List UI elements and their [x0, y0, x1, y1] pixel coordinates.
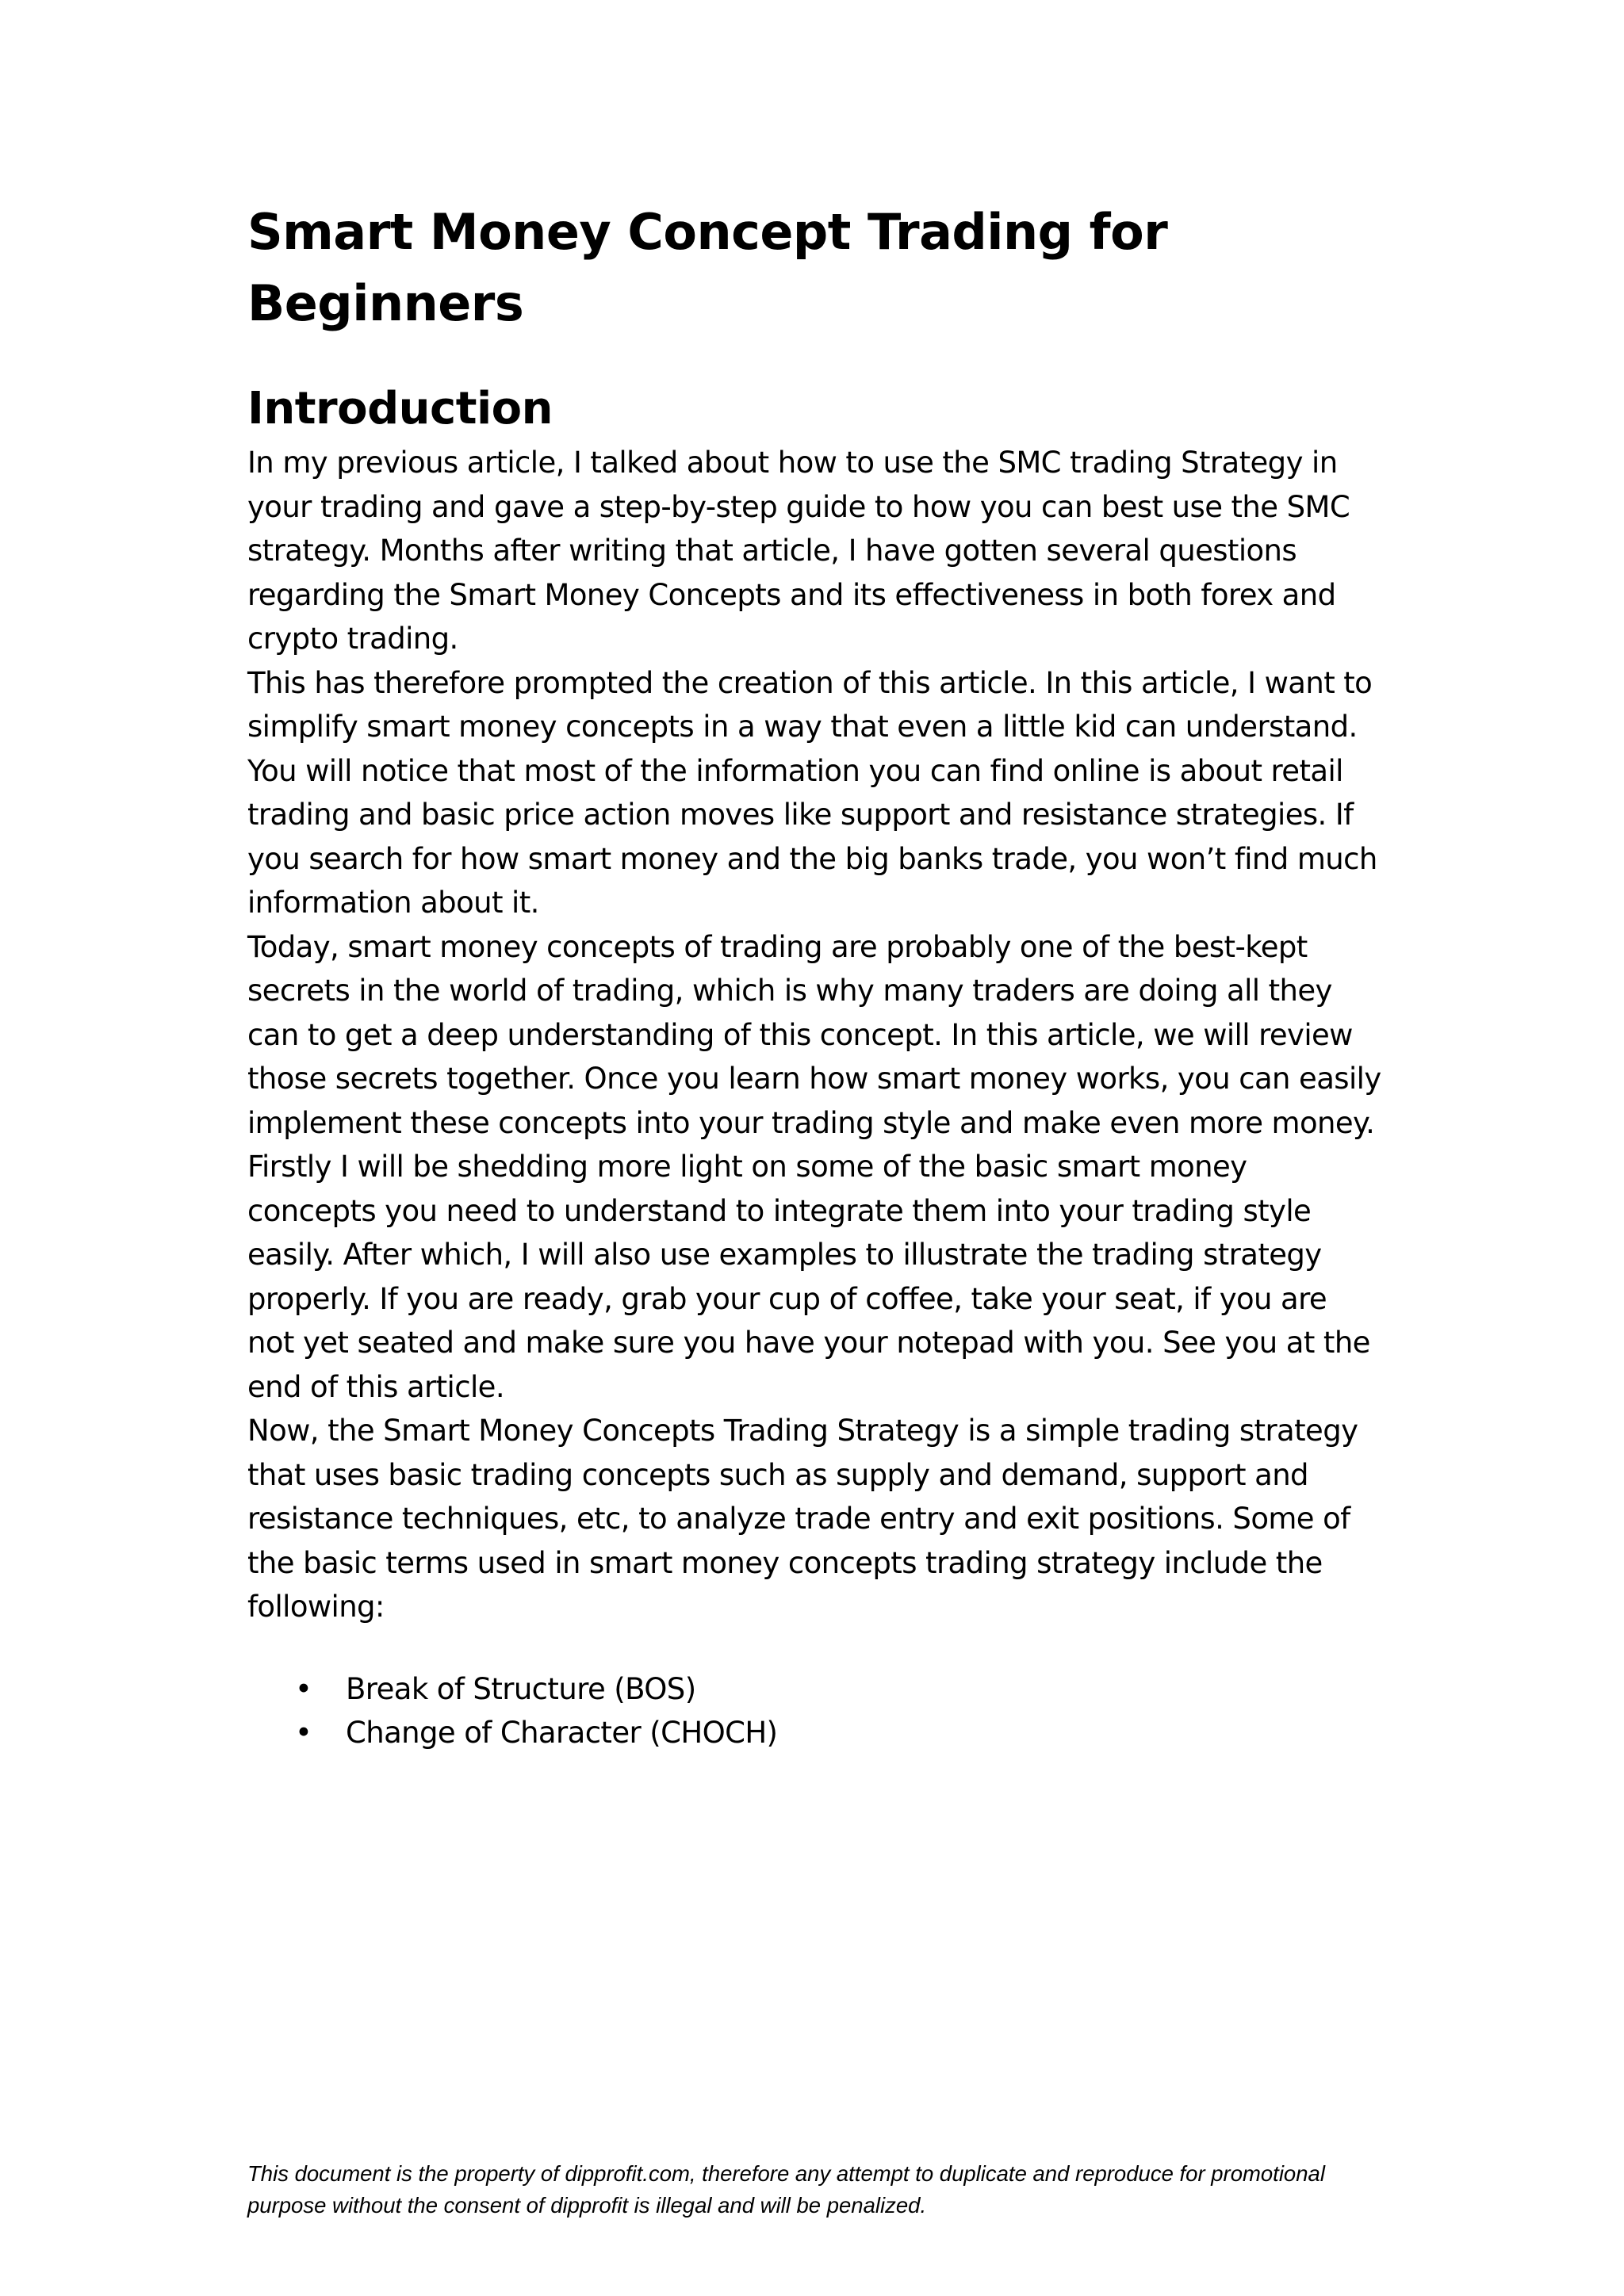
- paragraph-4: Firstly I will be shedding more light on some of the basic smart money concepts you need to understand to integrate them into your trading style easily. After which, I will also use examples to illustrate the trading strategy properly. If you are ready, grab your cup of coffee, take your seat, if you are not yet seated and make sure you have your notepad with you. See you at the end of this article.: [247, 1150, 1370, 1404]
- document-title: Smart Money Concept Trading for Beginners: [247, 203, 1168, 332]
- paragraph-2: This has therefore prompted the creation of this article. In this article, I want to simplify smart money concepts in a way that even a little kid can understand. You will notice that most of the information you can find online is about retail trading and basic price action moves like support and resistance strategies. If you search for how smart money and the big banks trade, you won’t find much information about it.: [247, 665, 1377, 920]
- section-heading-introduction: Introduction: [247, 383, 553, 434]
- list-item-label: Change of Character (CHOCH): [346, 1716, 778, 1750]
- document-body: [247, 197, 1389, 1755]
- terms-list: [247, 1667, 1389, 1755]
- paragraph-3: Today, smart money concepts of trading are probably one of the best-kept secrets in the world of trading, which is why many traders are doing all they can to get a deep understanding of this concept. In this article, we will review those secrets together. Once you learn how smart money works, you can easily implement these concepts into your trading style and make even more money.: [247, 929, 1381, 1140]
- bullet-icon: •: [295, 1716, 312, 1750]
- list-item: [247, 1711, 1389, 1755]
- list-item: [247, 1667, 1389, 1712]
- paragraph-1: In my previous article, I talked about how to use the SMC trading Strategy in your trading and gave a step-by-step guide to how you can best use the SMC strategy. Months after writing that article, I have gotten several questions regarding the Smart Money Concepts and its effectiveness in both forex and crypto trading.: [247, 446, 1350, 656]
- bullet-icon: •: [295, 1671, 312, 1706]
- copyright-footer: This document is the property of dipprofit.com, therefore any attempt to duplicate and reproduce for promotional purpose without the consent of dipprofit is illegal and will be penalized.: [247, 2161, 1325, 2218]
- list-item-label: Break of Structure (BOS): [346, 1671, 696, 1706]
- paragraph-5: Now, the Smart Money Concepts Trading Strategy is a simple trading strategy that uses basic trading concepts such as supply and demand, support and resistance techniques, etc, to analyze trade entry and exit positions. Some of the basic terms used in smart money concepts trading strategy include the following:: [247, 1414, 1358, 1624]
